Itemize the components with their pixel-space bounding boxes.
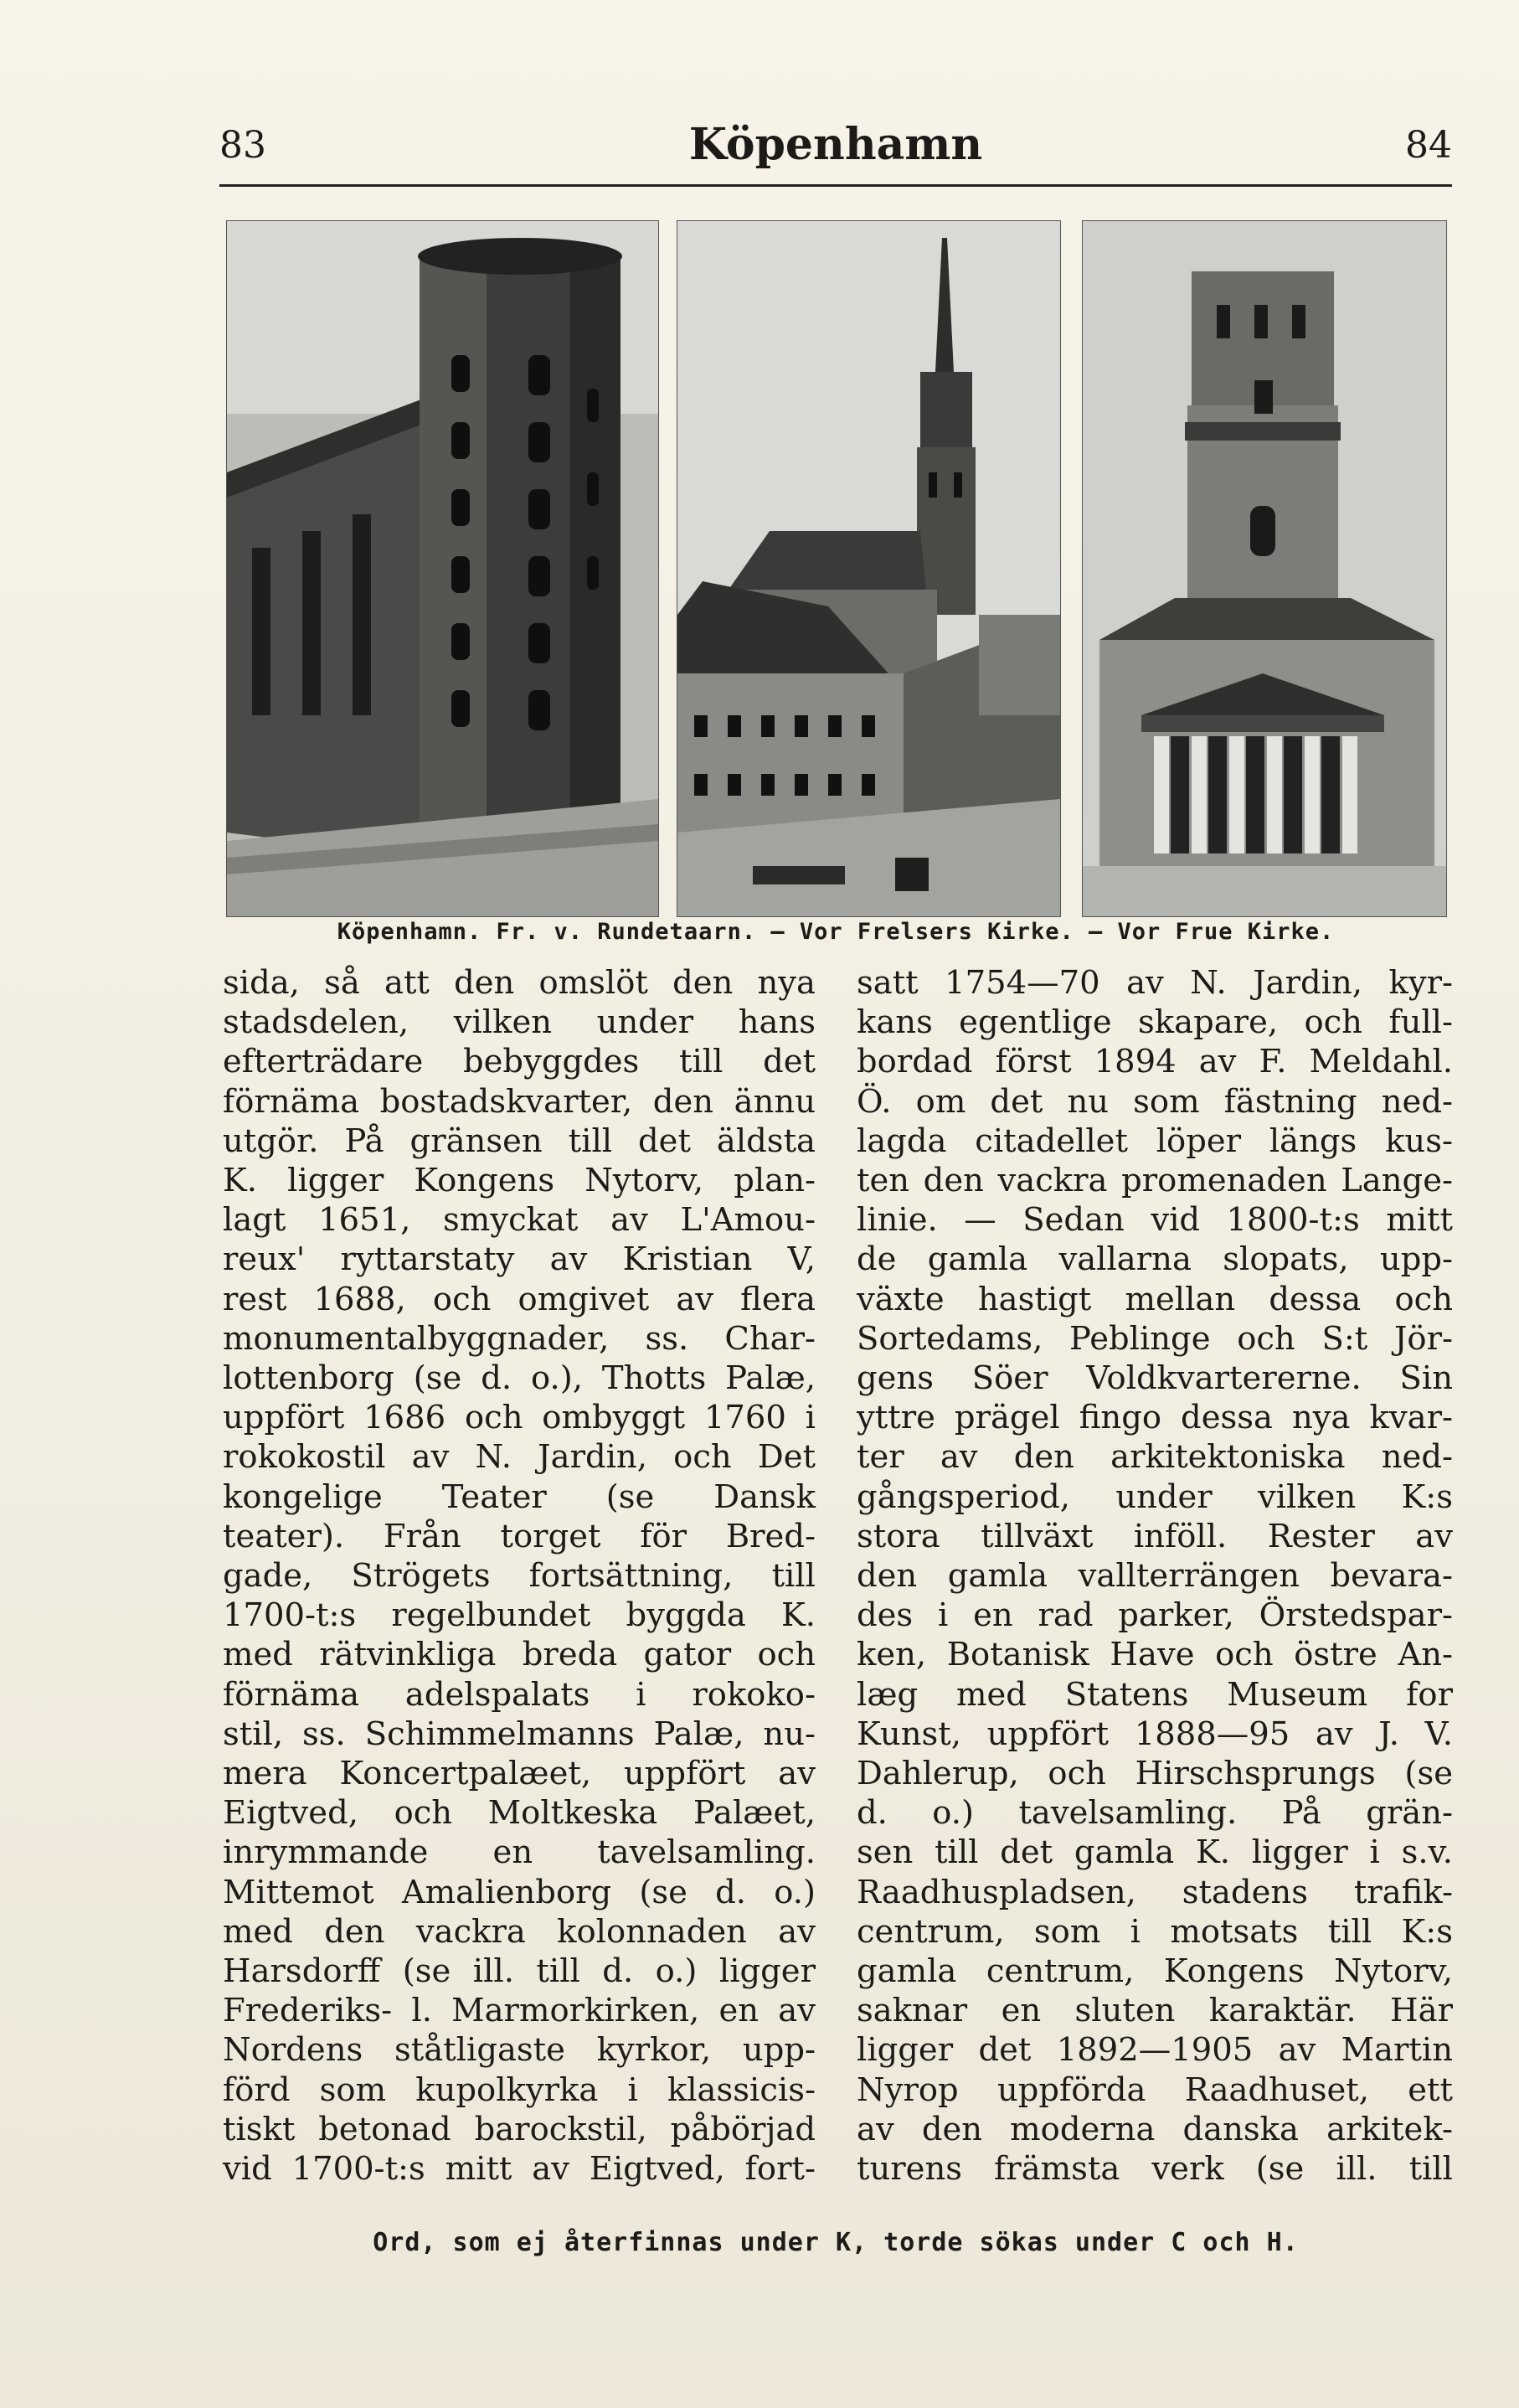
text-line: turens främsta verk (se ill. till xyxy=(857,2150,1453,2189)
text-line: d. o.) tavelsamling. På grän- xyxy=(857,1794,1453,1833)
header-rule xyxy=(219,184,1452,187)
text-line: ten den vackra promenaden Lange- xyxy=(857,1162,1453,1200)
page-number-right: 84 xyxy=(1405,124,1452,167)
text-line: K. ligger Kongens Nytorv, plan- xyxy=(223,1162,816,1200)
text-line: rokokostil av N. Jardin, och Det xyxy=(223,1438,816,1477)
text-line: læg med Statens Museum for xyxy=(857,1675,1453,1714)
text-line: stora tillväxt inföll. Rester av xyxy=(857,1517,1453,1555)
text-line: med den vackra kolonnaden av xyxy=(223,1912,816,1951)
text-line: gens Söer Voldkvartererne. Sin xyxy=(857,1359,1453,1398)
page-footer-note: Ord, som ej återfinnas under K, torde sökas under C och H. xyxy=(373,2228,1299,2257)
photo-vor-frelsers-kirke xyxy=(677,220,1061,917)
text-line: efterträdare bebyggdes till det xyxy=(223,1043,816,1081)
text-line: växte hastigt mellan dessa och xyxy=(857,1280,1453,1318)
text-line: ken, Botanisk Have och östre An- xyxy=(857,1636,1453,1674)
text-line: bordad först 1894 av F. Meldahl. xyxy=(857,1043,1453,1081)
text-line: stadsdelen, vilken under hans xyxy=(223,1003,816,1042)
text-line: uppfört 1686 och ombyggt 1760 i xyxy=(223,1399,816,1437)
text-line: gångsperiod, under vilken K:s xyxy=(857,1477,1453,1516)
text-line: lagt 1651, smyckat av L'Amou- xyxy=(223,1201,816,1240)
text-line: gade, Strögets fortsättning, till xyxy=(223,1557,816,1596)
text-line: tiskt betonad barockstil, påbörjad xyxy=(223,2110,816,2148)
text-line: lagda citadellet löper längs kus- xyxy=(857,1121,1453,1160)
text-line: 1700-t:s regelbundet byggda K. xyxy=(223,1596,816,1635)
page-title: Köpenhamn xyxy=(688,119,983,170)
text-line: rest 1688, och omgivet av flera xyxy=(223,1280,816,1318)
text-line: Frederiks- l. Marmorkirken, en av xyxy=(223,1992,816,2030)
photo-rundetaarn xyxy=(226,220,659,917)
text-line: Kunst, uppfört 1888—95 av J. V. xyxy=(857,1714,1453,1753)
text-line: reux' ryttarstaty av Kristian V, xyxy=(223,1240,816,1279)
text-line: inrymmande en tavelsamling. xyxy=(223,1833,816,1872)
text-line: lottenborg (se d. o.), Thotts Palæ, xyxy=(223,1359,816,1398)
text-line: Eigtved, och Moltkeska Palæet, xyxy=(223,1794,816,1833)
text-line: Mittemot Amalienborg (se d. o.) xyxy=(223,1873,816,1911)
text-line: sen till det gamla K. ligger i s.v. xyxy=(857,1833,1453,1872)
text-line: förnäma adelspalats i rokoko- xyxy=(223,1675,816,1714)
text-line: Nyrop uppförda Raadhuset, ett xyxy=(857,2070,1453,2109)
text-line: gamla centrum, Kongens Nytorv, xyxy=(857,1952,1453,1991)
text-line: kans egentlige skapare, och full- xyxy=(857,1003,1453,1042)
text-line: teater). Från torget för Bred- xyxy=(223,1517,816,1555)
text-line: linie. — Sedan vid 1800-t:s mitt xyxy=(857,1201,1453,1240)
text-line: ter av den arkitektoniska ned- xyxy=(857,1438,1453,1477)
text-line: av den moderna danska arkitek- xyxy=(857,2110,1453,2148)
text-line: ligger det 1892—1905 av Martin xyxy=(857,2031,1453,2070)
text-line: den gamla vallterrängen bevara- xyxy=(857,1557,1453,1596)
running-header xyxy=(219,117,1452,178)
text-line: kongelige Teater (se Dansk xyxy=(223,1477,816,1516)
text-line: monumentalbyggnader, ss. Char- xyxy=(223,1319,816,1358)
text-line: Harsdorff (se ill. till d. o.) ligger xyxy=(223,1952,816,1991)
text-line: utgör. På gränsen till det äldsta xyxy=(223,1121,816,1160)
text-line: de gamla vallarna slopats, upp- xyxy=(857,1240,1453,1279)
text-line: förnäma bostadskvarter, den ännu xyxy=(223,1082,816,1121)
figure-caption: Köpenhamn. Fr. v. Rundetaarn. — Vor Frelsers Kirke. — Vor Frue Kirke. xyxy=(337,919,1335,945)
text-column-right xyxy=(857,963,1453,2189)
text-line: sida, så att den omslöt den nya xyxy=(223,964,816,1002)
text-line: mera Koncertpalæet, uppfört av xyxy=(223,1755,816,1793)
text-line: satt 1754—70 av N. Jardin, kyr- xyxy=(857,964,1453,1002)
text-line: Nordens ståtligaste kyrkor, upp- xyxy=(223,2031,816,2070)
page-number-left: 83 xyxy=(219,124,266,167)
text-column-left xyxy=(223,963,816,2189)
text-line: stil, ss. Schimmelmanns Palæ, nu- xyxy=(223,1714,816,1753)
text-line: förd som kupolkyrka i klassicis- xyxy=(223,2070,816,2109)
text-line: vid 1700-t:s mitt av Eigtved, fort- xyxy=(223,2150,816,2189)
text-line: saknar en sluten karaktär. Här xyxy=(857,1992,1453,2030)
text-line: des i en rad parker, Örstedspar- xyxy=(857,1596,1453,1635)
text-line: centrum, som i motsats till K:s xyxy=(857,1912,1453,1951)
photo-vor-frue-kirke xyxy=(1082,220,1447,917)
text-line: Sortedams, Peblinge och S:t Jör- xyxy=(857,1319,1453,1358)
text-line: Ö. om det nu som fästning ned- xyxy=(857,1082,1453,1121)
text-line: med rätvinkliga breda gator och xyxy=(223,1636,816,1674)
text-line: Dahlerup, och Hirschsprungs (se xyxy=(857,1755,1453,1793)
text-line: Raadhuspladsen, stadens trafik- xyxy=(857,1873,1453,1911)
text-line: yttre prägel fingo dessa nya kvar- xyxy=(857,1399,1453,1437)
